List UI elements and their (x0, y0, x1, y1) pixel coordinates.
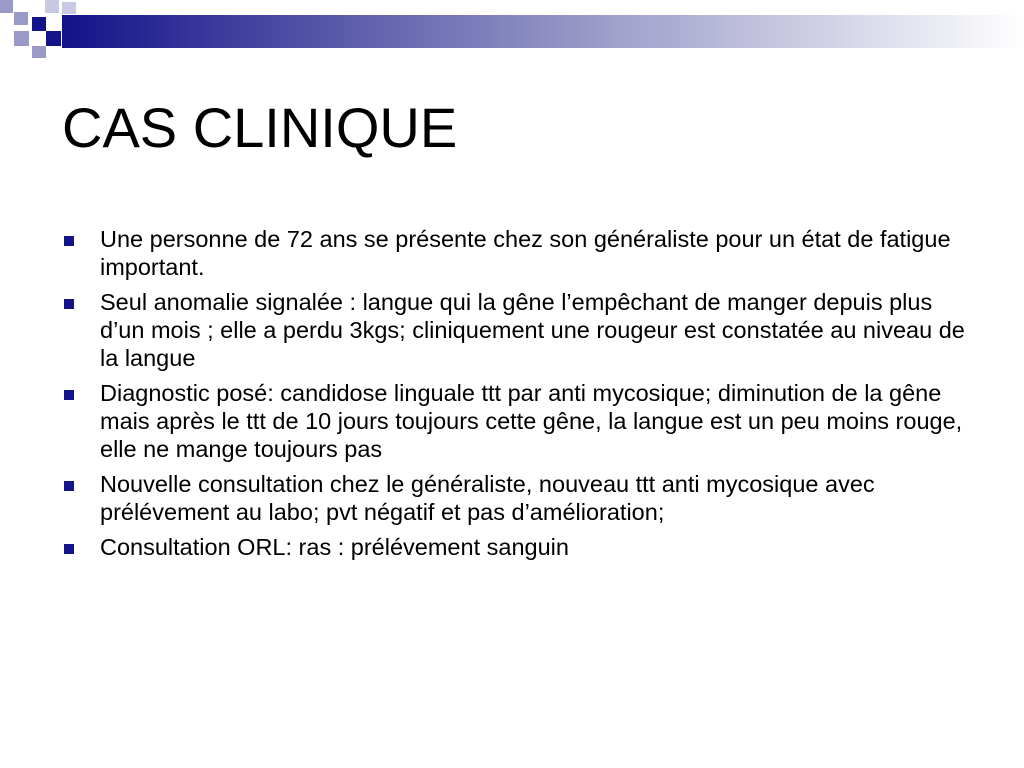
bullet-item (62, 379, 972, 463)
slide-title: CAS CLINIQUE (62, 96, 458, 159)
header-square (14, 12, 28, 25)
bullet-text: Seul anomalie signalée : langue qui la gêne l’empêchant de manger depuis plus d’un mois ; elle a perdu 3kgs; cliniquement une rougeur est constatée au niveau de la langue (100, 289, 965, 371)
header-gradient-bar (62, 15, 1024, 48)
bullet-text: Une personne de 72 ans se présente chez son généraliste pour un état de fatigue important. (100, 226, 951, 280)
header-square (32, 17, 46, 31)
header-square (32, 46, 46, 58)
square-bullet-icon (64, 390, 74, 400)
bullet-text: Consultation ORL: ras : prélévement sanguin (100, 534, 569, 560)
header-decoration (0, 0, 1024, 60)
header-square (46, 31, 61, 46)
header-square (45, 0, 59, 13)
bullet-list (62, 225, 972, 568)
bullet-text: Diagnostic posé: candidose linguale ttt par anti mycosique; diminution de la gêne mais après le ttt de 10 jours toujours cette gêne, la langue est un peu moins rouge, elle ne mange toujours pas (100, 380, 963, 462)
bullet-item (62, 288, 972, 372)
square-bullet-icon (64, 544, 74, 554)
bullet-item (62, 225, 972, 281)
header-square (0, 0, 13, 13)
header-square (62, 2, 76, 14)
header-square (14, 31, 29, 46)
bullet-item (62, 470, 972, 526)
square-bullet-icon (64, 236, 74, 246)
square-bullet-icon (64, 299, 74, 309)
bullet-item (62, 533, 972, 561)
square-bullet-icon (64, 481, 74, 491)
bullet-text: Nouvelle consultation chez le généraliste, nouveau ttt anti mycosique avec prélévement au labo; pvt négatif et pas d’amélioration; (100, 471, 875, 525)
